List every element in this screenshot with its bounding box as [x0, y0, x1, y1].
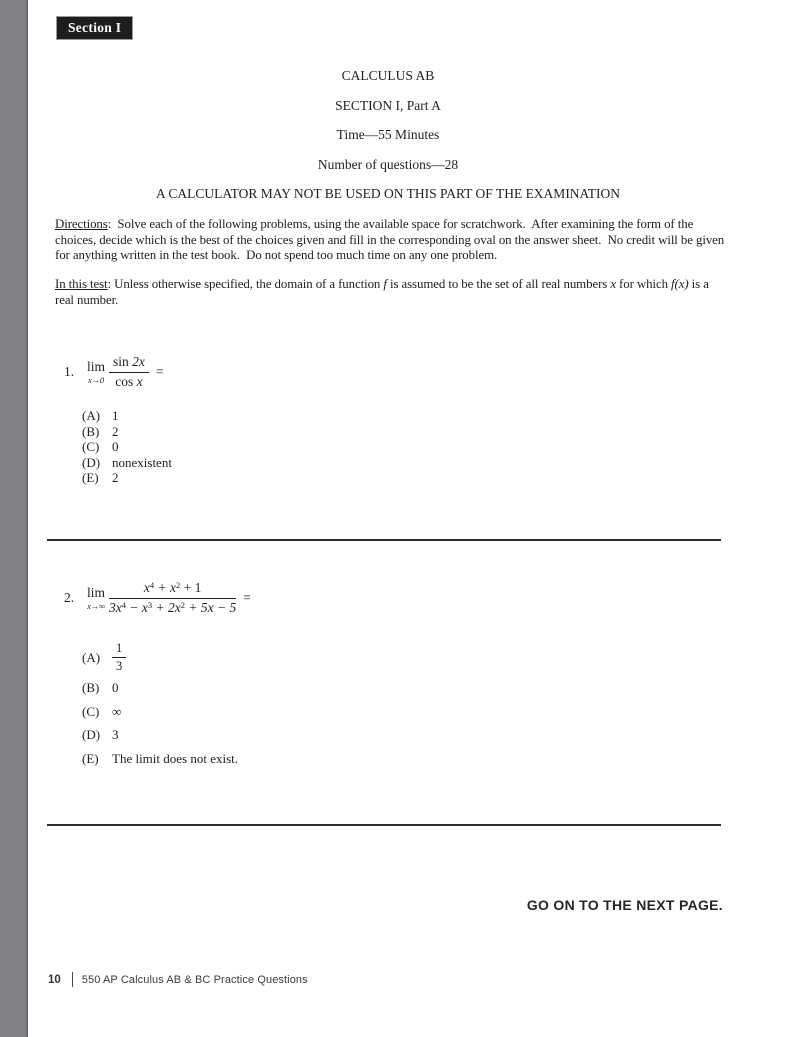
equals-sign: =	[155, 364, 164, 380]
question-1-expression	[64, 354, 164, 391]
in-this-test-paragraph	[55, 277, 709, 308]
answer-choice: (B) 0	[82, 680, 119, 695]
question-2-expression	[64, 580, 251, 617]
question-2-choices	[82, 641, 238, 774]
question-2-number: 2.	[64, 590, 75, 606]
directions-line-2: choices, decide which is the best of the choices given and fill in the corresponding oval on the answer sheet. No credit will be given	[55, 232, 725, 247]
directions-line-3: for anything written in the test book. Do not spend too much time on any one problem.	[55, 248, 498, 262]
answer-choice: (C) 0	[82, 439, 119, 454]
time-line: Time—55 Minutes	[336, 127, 440, 142]
limit-operator: lim x→0	[87, 359, 106, 385]
question-1-number: 1.	[64, 364, 75, 380]
question-count-line: Number of questions—28	[317, 156, 459, 172]
fraction-numerator: sin 2x	[109, 354, 149, 373]
fraction	[109, 580, 236, 617]
directions-paragraph	[55, 217, 724, 264]
footer-book-title: 550 AP Calculus AB & BC Practice Questions	[81, 973, 308, 986]
section-part-line: SECTION I, Part A	[335, 97, 441, 113]
choice-fraction: $\frac{1}{3}$	[112, 641, 126, 674]
fraction-numerator: $x^4 + x^2 + 1$	[109, 580, 236, 599]
answer-choice: (E) The limit does not exist.	[82, 750, 239, 766]
horizontal-rule	[47, 539, 721, 541]
answer-choice: (D) nonexistent	[82, 454, 172, 470]
answer-choice: (A) 1	[82, 408, 119, 423]
fraction	[109, 354, 149, 391]
section-tab: Section I	[57, 17, 132, 39]
question-1-choices	[82, 408, 172, 486]
go-on-notice: GO ON TO THE NEXT PAGE.	[526, 897, 723, 913]
fraction-denominator: $3x^4 - x^3 + 2x^2 + 5x - 5$	[109, 599, 237, 615]
left-margin-band	[0, 0, 28, 1037]
answer-choice: (C) ∞	[82, 703, 122, 719]
exam-title: CALCULUS AB	[341, 68, 435, 83]
exam-header	[55, 68, 721, 216]
answer-choice: (B) 2	[82, 423, 119, 439]
fraction-denominator: cos x	[115, 373, 143, 389]
footer-page-number: 10	[48, 973, 61, 986]
limit-operator: lim x→∞	[87, 585, 106, 611]
limit-subscript: x→∞	[87, 600, 105, 611]
answer-choice: (A) $\frac{1}{3}$	[82, 641, 238, 674]
in-this-test-line-1: In this test: Unless otherwise specified, the domain of a function f is assumed to be the set of all real numbers x for which f(x) is a	[55, 277, 709, 291]
directions-line-1: Directions: Solve each of the following problems, using the available space for scratchwork. After examining the form of the	[55, 217, 694, 231]
directions-label: Directions	[55, 217, 108, 231]
calculator-notice: A CALCULATOR MAY NOT BE USED ON THIS PART OF THE EXAMINATION	[155, 186, 621, 201]
in-this-test-label: In this test	[55, 277, 108, 291]
equals-sign: =	[243, 590, 251, 606]
page-footer	[48, 972, 308, 987]
limit-subscript: x→0	[88, 374, 104, 385]
horizontal-rule	[47, 824, 721, 826]
footer-divider	[72, 972, 73, 987]
in-this-test-line-2: real number.	[55, 292, 119, 307]
answer-choice: (D) 3	[82, 727, 119, 742]
answer-choice: (E) 2	[82, 470, 119, 485]
